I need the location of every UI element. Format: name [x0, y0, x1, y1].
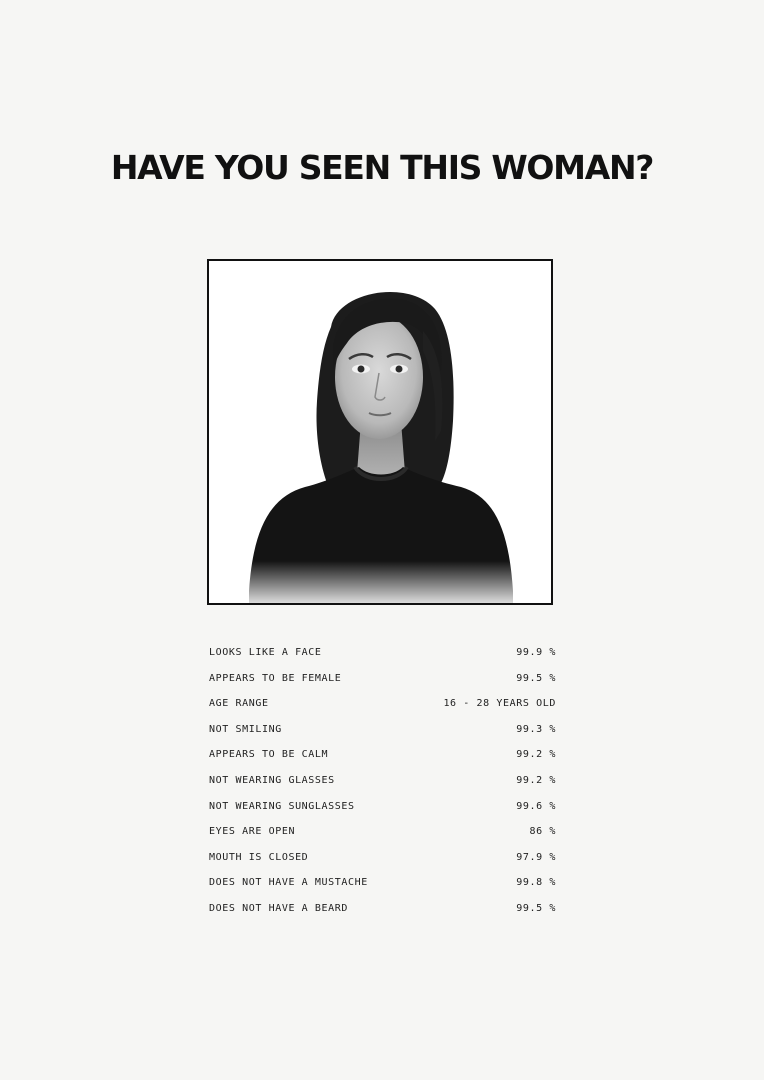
portrait-frame: [207, 259, 553, 605]
attribute-value: 99.9 %: [516, 647, 556, 658]
attribute-row: [209, 873, 556, 899]
poster-title: HAVE YOU SEEN THIS WOMAN?: [110, 148, 654, 187]
attribute-row: [209, 643, 556, 669]
attribute-row: [209, 694, 556, 720]
attribute-value: 86 %: [529, 826, 556, 838]
portrait-image: [209, 261, 551, 603]
attribute-row: [209, 797, 556, 823]
attribute-value: 16 - 28 YEARS OLD: [443, 698, 556, 710]
attribute-row: [209, 822, 556, 848]
attribute-label: NOT WEARING GLASSES: [209, 774, 335, 786]
attribute-value: 99.5 %: [516, 902, 556, 914]
attribute-label: EYES ARE OPEN: [209, 826, 296, 838]
attribute-list: [209, 643, 556, 925]
attribute-row: [209, 669, 556, 695]
attribute-value: 99.2 %: [516, 749, 556, 761]
attribute-label: NOT WEARING SUNGLASSES: [209, 800, 355, 812]
attribute-value: 99.5 %: [516, 672, 556, 684]
attribute-label: MOUTH IS CLOSED: [209, 851, 309, 863]
attribute-value: 99.8 %: [516, 877, 556, 889]
attribute-row: [209, 771, 556, 797]
attribute-row: [209, 899, 556, 925]
attribute-row: [209, 720, 556, 746]
attribute-value: 97.9 %: [516, 851, 556, 863]
attribute-label: AGE RANGE: [209, 698, 269, 710]
attribute-label: DOES NOT HAVE A BEARD: [209, 902, 349, 914]
attribute-value: 99.2 %: [516, 774, 556, 786]
attribute-label: DOES NOT HAVE A MUSTACHE: [209, 877, 368, 889]
attribute-label: APPEARS TO BE CALM: [209, 749, 329, 761]
attribute-label: APPEARS TO BE FEMALE: [209, 672, 342, 684]
attribute-value: 99.3 %: [516, 723, 556, 735]
attribute-label: LOOKS LIKE A FACE: [209, 647, 322, 658]
attribute-row: [209, 745, 556, 771]
attribute-row: [209, 848, 556, 874]
attribute-value: 99.6 %: [516, 800, 556, 812]
attribute-label: NOT SMILING: [209, 723, 282, 735]
